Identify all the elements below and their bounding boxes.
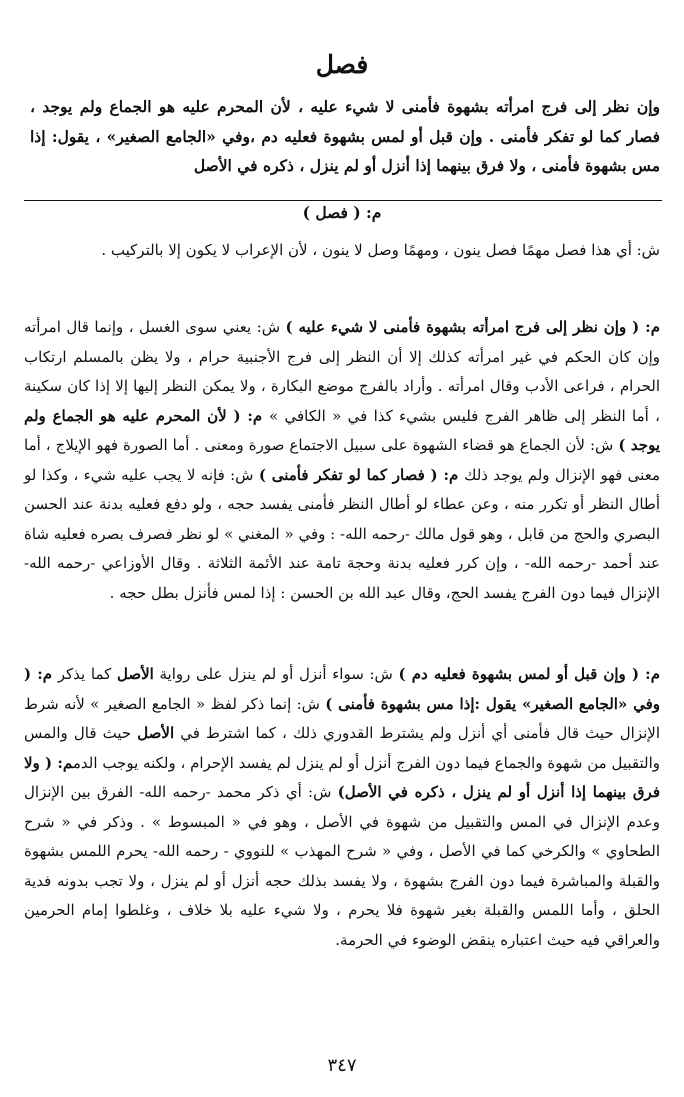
- section-heading: فصل: [315, 50, 369, 79]
- commentary-text: حيث قال والمس والتقبيل من شهوة والجماع فيما دون الفرج أنزل أو لم ينزل لم يفسد الإحرام ، ولكنه يوجب الدم: [24, 724, 660, 772]
- quoted-matn: م: ( فصار كما لو تفكر فأمنى ): [258, 465, 465, 484]
- matn-line: مس بشهوة فأمنى ، ولا فرق بينهما إذا أنزل أو لم ينزل ، ذكره في الأصل: [193, 156, 660, 175]
- matn-text: [30, 92, 660, 181]
- quoted-matn: م: ( وإن نظر إلى فرج امرأته بشهوة فأمنى لا شيء عليه ): [285, 318, 660, 336]
- sharh-heading: م: ( فصل ): [302, 203, 382, 222]
- commentary-paragraph-1: [24, 236, 660, 266]
- quoted-term: الأصل: [116, 665, 154, 683]
- commentary-text: ش: يعني سوى الغسل ، وإنما قال امرأته وإن كان الحكم في غير امرأته كذلك إلا أن النظر إلى فرج الأجنبية حرام ، ولا يظن بالمسلم ارتكاب الحرام ، فراعى الأدب وقال امرأته . وأراد بالفرج موضع البكارة ، ولا يمكن النظر إليها إلا إذا كان سكينة ، أما النظر إلى ظاهر الفرج فليس بشيء كذا في « الكافي »: [24, 318, 660, 425]
- commentary-text: ش: إنما ذكر لفظ « الجامع الصغير » لأنه شرط الإنزال حيث قال فأمنى أي أنزل ولم يشترط القدوري ذلك ، كما اشترط في: [24, 694, 661, 742]
- separator-line: [24, 200, 662, 201]
- quoted-matn: م: ( لأن المحرم عليه هو الجماع ولم يوجد ): [24, 406, 660, 454]
- matn-line: فصار كما لو تفكر فأمنى . وإن قبل أو لمس بشهوة فعليه دم ،وفي «الجامع الصغير» ، يقول: إذا: [30, 126, 660, 146]
- commentary-text: ش: أي ذكر محمد -رحمه الله- الفرق بين الإنزال وعدم الإنزال في المس والتقبيل من شهوة في الأصل ، وهو في « المبسوط » . وذكر في « شرح الطحاوي » والكرخي كما في الأصل ، وفي « شرح المهذب » للنووي - رحمه الله- يحرم اللمس بشهوة والقبلة والمباشرة فيما دون الفرج بشهوة ، ولا يفسد بذلك حجه أنزل أو لم ينزل ، ولا تجب بدونه فدية الحلق ، وأما اللمس والقبلة بغير شهوة فلا يحرم ، ولا شيء عليه بلا خلاف ، وغلطوا إمام الحرمين والعراقي فيه حيث اعتباره ينقض الوضوء في الحرمة.: [24, 783, 660, 949]
- commentary-paragraph-2: [24, 313, 660, 608]
- quoted-matn: م: ( وإن قبل أو لمس بشهوة فعليه دم ): [398, 665, 660, 683]
- commentary-text: ش: سواء أنزل أو لم ينزل على رواية: [153, 665, 399, 683]
- quoted-matn: م: ( ولا فرق بينهما إذا أنزل أو لم ينزل ، ذكره في الأصل): [24, 753, 660, 801]
- quoted-term: الأصل: [137, 724, 175, 742]
- commentary-paragraph-3: [24, 660, 660, 955]
- matn-line: وإن نظر إلى فرج امرأته بشهوة فأمنى لا شيء عليه ، لأن المحرم عليه هو الجماع ولم يوجد ،: [30, 97, 660, 116]
- commentary-text: ش: أي هذا فصل مهمًا فصل ينون ، ومهمًا وصل لا ينون ، لأن الإعراب لا يكون إلا بالتركيب .: [101, 241, 660, 259]
- commentary-text: ش: لأن الجماع هو قضاء الشهوة على سبيل الاجتماع صورة ومعنى . أما الصورة فهو الإيلاج ، أما معنى فهو الإنزال ولم يوجد ذلك: [24, 436, 660, 484]
- commentary-text: كما يذكر: [52, 665, 117, 683]
- page-number: ٣٤٧: [327, 1055, 357, 1076]
- commentary-text: ش: فإنه لا يجب عليه شيء ، وكذا لو أطال النظر أو تكرر منه ، وعن عطاء لو أطال النظر فأمنى يفسد حجه ، ولو دفع فعليه بدنة عند الحسن البصري والحج من قابل ، وهو قول مالك -رحمه الله- : وفي « المغني » لو نظر فصرف بصره فعليه شاة عند أحمد -رحمه الله- ، وإن كرر فعليه بدنة وحجة تامة عند الأئمة الثلاثة . وقال الأوزاعي -رحمه الله- الإنزال فيما دون الفرج يفسد الحج، وقال عبد الله بن الحسن : إذا لمس فأنزل بطل حجه .: [24, 465, 660, 602]
- quoted-matn: م: ( وفي «الجامع الصغير» يقول :إذا مس بشهوة فأمنى ): [24, 665, 660, 713]
